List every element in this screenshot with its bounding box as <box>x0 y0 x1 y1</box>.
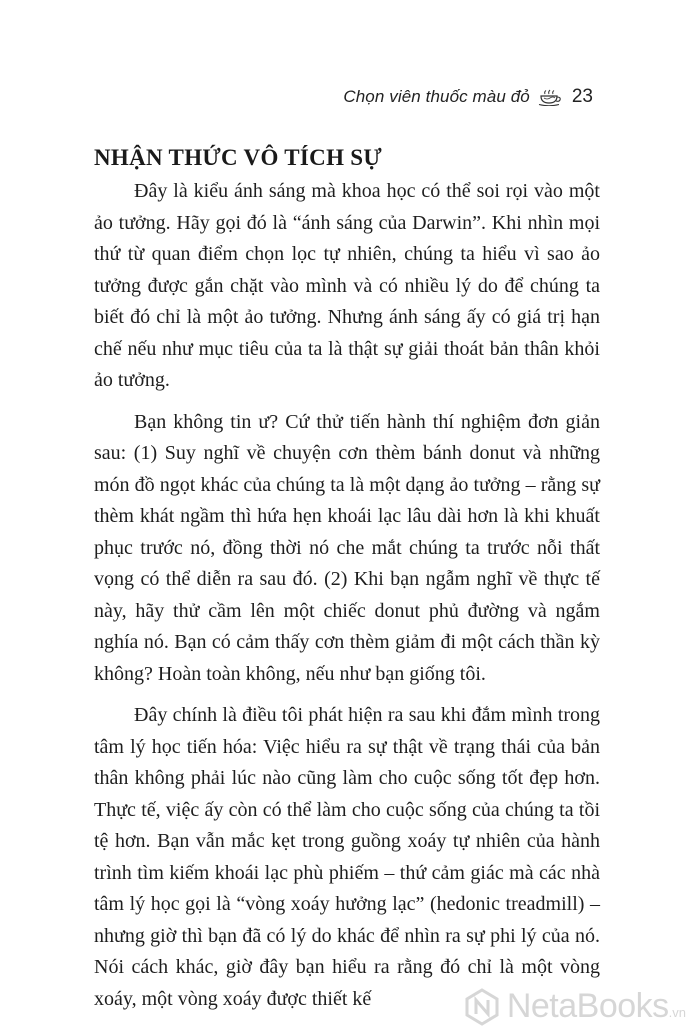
netabooks-logo-icon <box>463 988 501 1026</box>
paragraph: Đây là kiểu ánh sáng mà khoa học có thể soi rọi vào một ảo tưởng. Hãy gọi đó là “ánh sáng của Darwin”. Khi nhìn mọi thứ từ quan điểm chọn lọc tự nhiên, chúng ta hiểu vì sao ảo tưởng được gắn chặt vào mình và có nhiều lý do để chúng ta biết đó chỉ là một ảo tưởng. Nhưng ánh sáng ấy có giá trị hạn chế nếu như mục tiêu của ta là thật sự giải thoát bản thân khỏi ảo tưởng. <box>94 180 600 391</box>
watermark-text <box>507 987 686 1026</box>
running-header-title: Chọn viên thuốc màu đỏ <box>343 87 530 106</box>
watermark-brand: NetaBooks <box>506 987 669 1025</box>
body-text <box>94 176 600 1025</box>
paragraph: Bạn không tin ư? Cứ thử tiến hành thí nghiệm đơn giản sau: (1) Suy nghĩ về chuyện cơn thèm bánh donut và những món đồ ngọt khác của chúng ta là một dạng ảo tưởng – rằng sự thèm khát ngầm thì hứa hẹn khoái lạc lâu dài hơn là khi khuất phục trước nó, đồng thời nó che mắt chúng ta trước nỗi thất vọng có thể diễn ra sau đó. (2) Khi bạn ngẫm nghĩ về thực tế này, hãy thử cầm lên một chiếc donut phủ đường và ngắm nghía nó. Bạn có cảm thấy cơn thèm giảm đi một cách thần kỳ không? Hoàn toàn không, nếu như bạn giống tôi. <box>94 410 600 685</box>
page-number: 23 <box>571 86 593 107</box>
running-header <box>343 86 593 108</box>
watermark <box>463 987 686 1026</box>
section-heading: NHẬN THỨC VÔ TÍCH SỰ <box>94 145 383 170</box>
teacup-ornament-icon <box>538 88 562 106</box>
watermark-domain: .vn <box>668 1005 686 1020</box>
paragraph: Đây chính là điều tôi phát hiện ra sau khi đắm mình trong tâm lý học tiến hóa: Việc hiểu ra sự thật về trạng thái của bản thân không phải lúc nào cũng làm cho cuộc sống tốt đẹp hơn. Thực tế, việc ấy còn có thể làm cho cuộc sống của chúng ta tồi tệ hơn. Bạn vẫn mắc kẹt trong guồng xoáy tự nhiên của hành trình tìm kiếm khoái lạc phù phiếm – thứ cảm giác mà các nhà tâm lý học gọi là “vòng xoáy hưởng lạc” (hedonic treadmill) – nhưng giờ thì bạn đã có lý do khác để nhìn ra sự phi lý của nó. Nói cách khác, giờ đây bạn hiểu ra rằng đó chỉ là một vòng xoáy, một vòng xoáy được thiết kế <box>94 704 600 1010</box>
